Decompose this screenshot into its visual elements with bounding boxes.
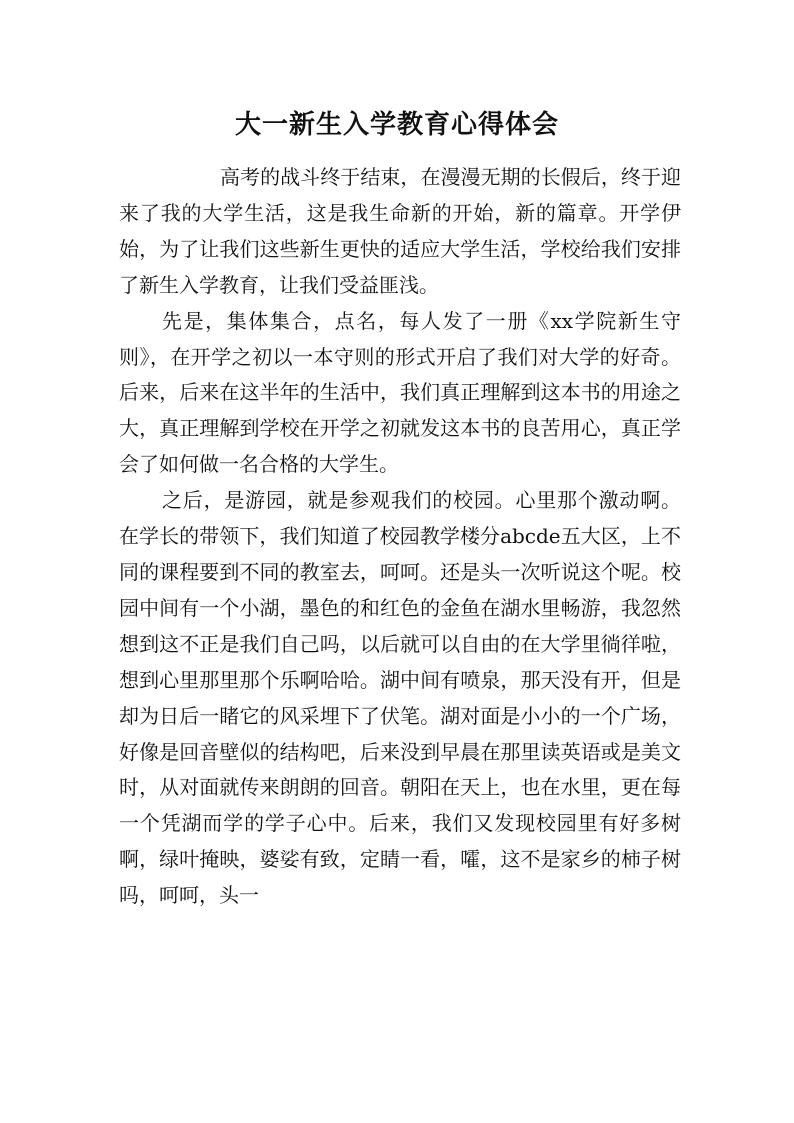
paragraph-3: 之后，是游园，就是参观我们的校园。心里那个激动啊。在学长的带领下，我们知道了校园教学楼分abcde五大区，上不同的课程要到不同的教室去，呵呵。还是头一次听说这个呢。校园中间有一个小湖，墨色的和红色的金鱼在湖水里畅游，我忽然想到这不正是我们自己吗，以后就可以自由的在大学里徜徉啦，想到心里那里那个乐啊哈哈。湖中间有喷泉，那天没有开，但是却为日后一睹它的风采埋下了伏笔。湖对面是小小的一个广场，好像是回音壁似的结构吧，后来没到早晨在那里读英语或是美文时，从对面就传来朗朗的回音。朝阳在天上，也在水里，更在每一个凭湖而学的学子心中。后来，我们又发现校园里有好多树啊，绿叶掩映，婆娑有致，定睛一看，嚯，这不是家乡的柿子树吗，呵呵，头一 — [119, 488, 681, 908]
paragraph-1: 高考的战斗终于结束，在漫漫无期的长假后，终于迎来了我的大学生活，这是我生命新的开始，新的篇章。开学伊始，为了让我们这些新生更快的适应大学生活，学校给我们安排了新生入学教育，让我们受益匪浅。 — [119, 165, 681, 297]
document-title: 大一新生入学教育心得体会 — [234, 110, 559, 140]
paragraph-2: 先是，集体集合，点名，每人发了一册《xx学院新生守则》，在开学之初以一本守则的形式开启了我们对大学的好奇。后来，后来在这半年的生活中，我们真正理解到这本书的用途之大，真正理解到学校在开学之初就发这本书的良苦用心，真正学会了如何做一名合格的大学生。 — [119, 308, 681, 477]
document-body — [119, 160, 681, 914]
